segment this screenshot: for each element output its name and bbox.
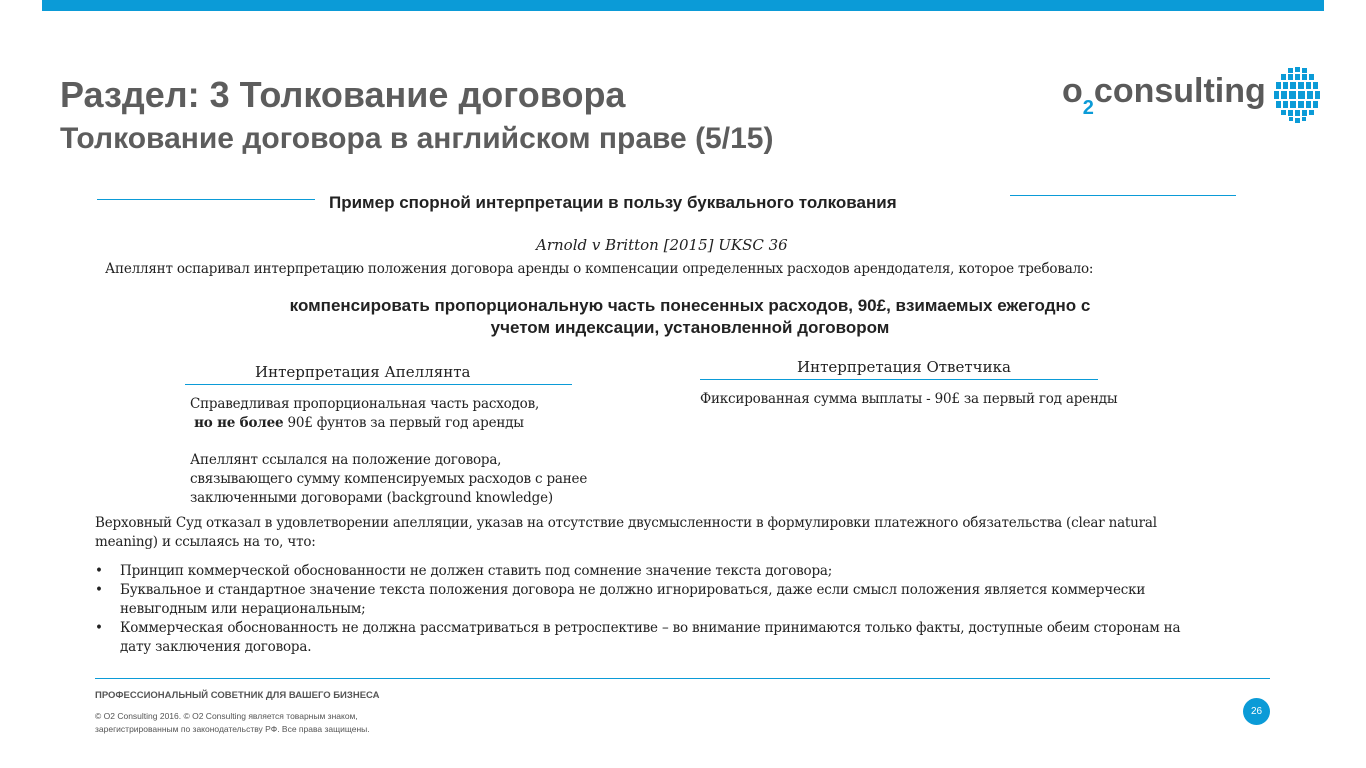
bullet-marker: • xyxy=(95,582,103,598)
section-heading: Пример спорной интерпретации в пользу буквального толкования xyxy=(329,193,897,212)
list-item-text: Буквальное и стандартное значение текста положения договора не должно игнорироваться, даже если смысл положения является коммерчески невыгодным или нерациональным; xyxy=(120,582,1146,617)
list-item-text: Принцип коммерческой обоснованности не должен ставить под сомнение значение текста договора; xyxy=(120,563,833,579)
ruling-points-list xyxy=(95,562,1205,657)
list-item xyxy=(95,562,1205,581)
logo-letter: o xyxy=(1062,72,1083,110)
appellant-line-2-rest: 90£ фунтов за первый год аренды xyxy=(283,415,524,431)
appellant-heading: Интерпретация Апеллянта xyxy=(255,363,471,381)
ruling-line-2: meaning) и ссылаясь на то, что: xyxy=(95,534,316,550)
reference-line-2: связывающего сумму компенсируемых расходов с ранее xyxy=(190,471,588,487)
copyright-line-1: © O2 Consulting 2016. © O2 Consulting является товарным знаком, xyxy=(95,711,358,721)
appellant-rule xyxy=(185,384,572,385)
respondent-rule xyxy=(700,379,1098,380)
top-accent-bar xyxy=(42,0,1324,11)
list-item xyxy=(95,619,1205,657)
intro-text: Апеллянт оспаривал интерпретацию положения договора аренды о компенсации определенных расходов арендодателя, которое требовало: xyxy=(105,261,1094,277)
copyright-line-2: зарегистрированным по законодательству РФ. Все права защищены. xyxy=(95,724,370,734)
footer-rule xyxy=(95,678,1270,679)
appellant-line-1: Справедливая пропорциональная часть расходов, xyxy=(190,396,540,412)
appellant-line-2 xyxy=(190,414,620,433)
globe-grid-icon xyxy=(1272,66,1322,124)
heading-rule-left xyxy=(97,199,315,200)
heading-rule-right xyxy=(1010,195,1236,196)
case-citation: Arnold v Britton [2015] UKSC 36 xyxy=(536,236,788,254)
appellant-emphasis: но не более xyxy=(194,415,284,431)
bullet-marker: • xyxy=(95,620,103,636)
list-item xyxy=(95,581,1205,619)
appellant-interpretation xyxy=(190,395,620,433)
ruling-line-1: Верховный Суд отказал в удовлетворении апелляции, указав на отсутствие двусмысленности в формулировки платежного обязательства (clear natural xyxy=(95,515,1157,531)
reference-line-3: заключенными договорами (background knowledge) xyxy=(190,490,553,506)
list-item-text: Коммерческая обоснованность не должна рассматриваться в ретроспективе – во внимание принимаются только факты, доступные обеим сторонам на дату заключения договора. xyxy=(120,620,1181,655)
footer-copyright xyxy=(95,710,455,736)
respondent-heading: Интерпретация Ответчика xyxy=(797,358,1011,376)
logo-subscript: 2 xyxy=(1082,96,1094,119)
court-ruling xyxy=(95,514,1210,552)
logo-wordmark: consulting xyxy=(1093,72,1266,110)
contract-quote xyxy=(230,295,1150,339)
bullet-marker: • xyxy=(95,563,103,579)
quote-line-1: компенсировать пропорциональную часть понесенных расходов, 90£, взимаемых ежегодно с xyxy=(289,296,1091,315)
reference-line-1: Апеллянт ссылался на положение договора, xyxy=(190,452,502,468)
appellant-reference xyxy=(190,451,630,508)
page-title: Раздел: 3 Толкование договора xyxy=(60,74,626,115)
page-subtitle: Толкование договора в английском праве (5/15) xyxy=(60,122,774,155)
footer-tagline: ПРОФЕССИОНАЛЬНЫЙ СОВЕТНИК ДЛЯ ВАШЕГО БИЗНЕСА xyxy=(95,690,380,701)
quote-line-2: учетом индексации, установленной договором xyxy=(490,318,890,337)
respondent-interpretation: Фиксированная сумма выплаты - 90£ за первый год аренды xyxy=(700,391,1118,407)
page-number-badge: 26 xyxy=(1243,698,1270,725)
company-logo xyxy=(1062,72,1266,119)
